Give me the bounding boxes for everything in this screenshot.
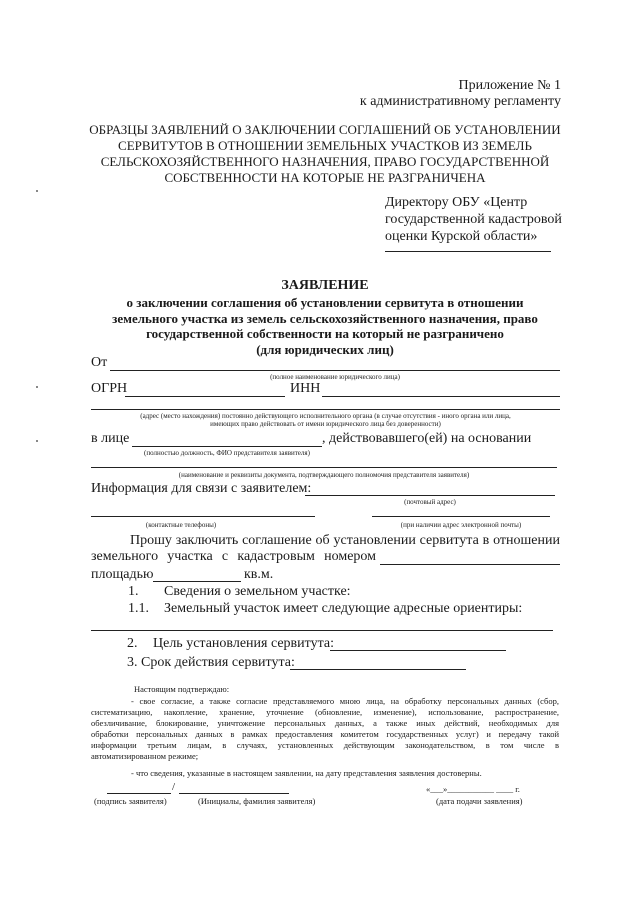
from-label: От bbox=[91, 355, 108, 370]
confirm-title: Настоящим подтверждаю: bbox=[134, 684, 230, 694]
ogrn-field[interactable] bbox=[125, 396, 285, 397]
area-unit: кв.м. bbox=[244, 567, 274, 582]
addressee-line-blank[interactable] bbox=[385, 251, 551, 252]
item-1-number: 1. bbox=[128, 584, 139, 599]
item-1-text: Сведения о земельном участке: bbox=[164, 584, 351, 599]
application-date-field[interactable]: «___»___________ ____ г. bbox=[426, 784, 520, 794]
subtitle-line: государственной собственности на который не разграничено bbox=[146, 326, 504, 341]
request-line-1: Прошу заключить соглашение об установлении сервитута в отношении bbox=[130, 533, 560, 548]
scan-speck bbox=[36, 440, 38, 442]
person-label: в лице bbox=[91, 431, 130, 446]
phones-field[interactable] bbox=[91, 516, 315, 517]
address-hint-line: (адрес (место нахождения) постоянно действующего исполнительного органа (в случае отсутствия - иного органа или лица, bbox=[140, 412, 511, 420]
addressee bbox=[385, 194, 562, 245]
confirm-line: систематизацию, накопление, хранение, уточнение (обновление, изменение), использование, распространение, bbox=[91, 707, 559, 717]
scan-speck bbox=[36, 386, 38, 388]
addressee-line: Директору ОБУ «Центр bbox=[385, 195, 528, 210]
person-hint: (полностью должность, ФИО представителя заявителя) bbox=[144, 449, 310, 457]
header-title-line: СЕЛЬСКОХОЗЯЙСТВЕННОГО НАЗНАЧЕНИЯ, ПРАВО ГОСУДАРСТВЕННОЙ bbox=[100, 154, 550, 169]
postal-hint: (почтовый адрес) bbox=[404, 498, 456, 506]
confirm-line: информации третьим лицам, в случаях, установленных действующим законодательством, в том числе в bbox=[91, 740, 559, 750]
email-hint: (при наличии адрес электронной почты) bbox=[400, 521, 522, 529]
from-hint: (полное наименование юридического лица) bbox=[270, 373, 400, 381]
acting-label: , действовавшего(ей) на основании bbox=[322, 431, 532, 446]
address-hint bbox=[91, 412, 560, 428]
item-2-number: 2. bbox=[127, 636, 138, 651]
servitude-term-field[interactable] bbox=[290, 669, 466, 670]
date-hint: (дата подачи заявления) bbox=[436, 796, 523, 806]
confirm-consent-paragraph bbox=[91, 696, 559, 762]
confirm-line: автоматизированном режиме; bbox=[91, 751, 199, 761]
header-title bbox=[80, 122, 570, 186]
addressee-line: оценки Курской области» bbox=[385, 229, 538, 244]
area-label: площадью bbox=[91, 567, 154, 582]
appendix-regulation: к административному регламенту bbox=[359, 94, 561, 109]
email-field[interactable] bbox=[372, 516, 550, 517]
header-title-line: СОБСТВЕННОСТИ НА КОТОРЫЕ НЕ РАЗГРАНИЧЕНА bbox=[164, 170, 486, 185]
cadastral-number-field[interactable] bbox=[380, 564, 560, 565]
item-3-text: 3. Срок действия сервитута: bbox=[127, 655, 295, 670]
subtitle-line: земельного участка из земель сельскохозяйственного назначения, право bbox=[112, 310, 538, 326]
phones-hint: (контактные телефоны) bbox=[145, 521, 217, 529]
signature-field[interactable] bbox=[107, 793, 171, 794]
inn-field[interactable] bbox=[322, 396, 560, 397]
document-title: ЗАЯВЛЕНИЕ bbox=[281, 278, 369, 293]
ogrn-label: ОГРН bbox=[91, 381, 128, 396]
document-subtitle bbox=[80, 295, 570, 357]
address-landmarks-field[interactable] bbox=[91, 630, 553, 631]
header-title-line: ОБРАЗЦЫ ЗАЯВЛЕНИЙ О ЗАКЛЮЧЕНИИ СОГЛАШЕНИЙ ОБ УСТАНОВЛЕНИИ bbox=[89, 122, 561, 137]
contact-label: Информация для связи с заявителем: bbox=[91, 481, 312, 496]
confirm-line: обезличивание, блокирование, уничтожение персональных данных, а также иных действий, необходимых для bbox=[91, 718, 559, 728]
confirm-accuracy: - что сведения, указанные в настоящем заявлении, на дату представления заявления достоверны. bbox=[131, 768, 482, 778]
address-hint-line: имеющих право действовать от имени юридического лица без доверенности) bbox=[210, 420, 441, 428]
scan-speck bbox=[36, 190, 38, 192]
confirm-line: - свое согласие, а также согласие представляемого мною лица, на обработку персональных данных (сбор, bbox=[131, 696, 559, 706]
item-1-1-number: 1.1. bbox=[128, 601, 149, 616]
confirm-line: обработки персональных данных в рамках предоставления комитетом государственных услуг) и передачу такой bbox=[91, 729, 559, 739]
authority-doc-hint: (наименование и реквизиты документа, подтверждающего полномочия представителя заявителя) bbox=[178, 471, 470, 479]
item-2-text: Цель установления сервитута: bbox=[153, 636, 334, 651]
address-field[interactable] bbox=[91, 409, 560, 410]
applicant-name-field[interactable] bbox=[179, 793, 289, 794]
authority-doc-field[interactable] bbox=[91, 467, 557, 468]
subtitle-line: о заключении соглашения об установлении сервитута в отношении bbox=[126, 295, 524, 310]
header-title-line: СЕРВИТУТОВ В ОТНОШЕНИИ ЗЕМЕЛЬНЫХ УЧАСТКОВ ИЗ ЗЕМЕЛЬ bbox=[118, 138, 532, 153]
servitude-purpose-field[interactable] bbox=[330, 650, 506, 651]
person-field[interactable] bbox=[132, 446, 322, 447]
addressee-line: государственной кадастровой bbox=[385, 212, 562, 227]
postal-address-field[interactable] bbox=[305, 495, 555, 496]
area-field[interactable] bbox=[153, 581, 241, 582]
request-line-2: земельного участка с кадастровым номером bbox=[91, 549, 376, 564]
inn-label: ИНН bbox=[290, 381, 321, 396]
subtitle-line: (для юридических лиц) bbox=[256, 341, 394, 357]
appendix-number: Приложение № 1 bbox=[458, 78, 561, 93]
name-hint: (Инициалы, фамилия заявителя) bbox=[198, 796, 316, 806]
signature-hint: (подпись заявителя) bbox=[94, 796, 167, 806]
from-field[interactable] bbox=[110, 370, 560, 371]
item-1-1-text: Земельный участок имеет следующие адресные ориентиры: bbox=[164, 601, 523, 616]
signature-slash: / bbox=[172, 781, 176, 793]
